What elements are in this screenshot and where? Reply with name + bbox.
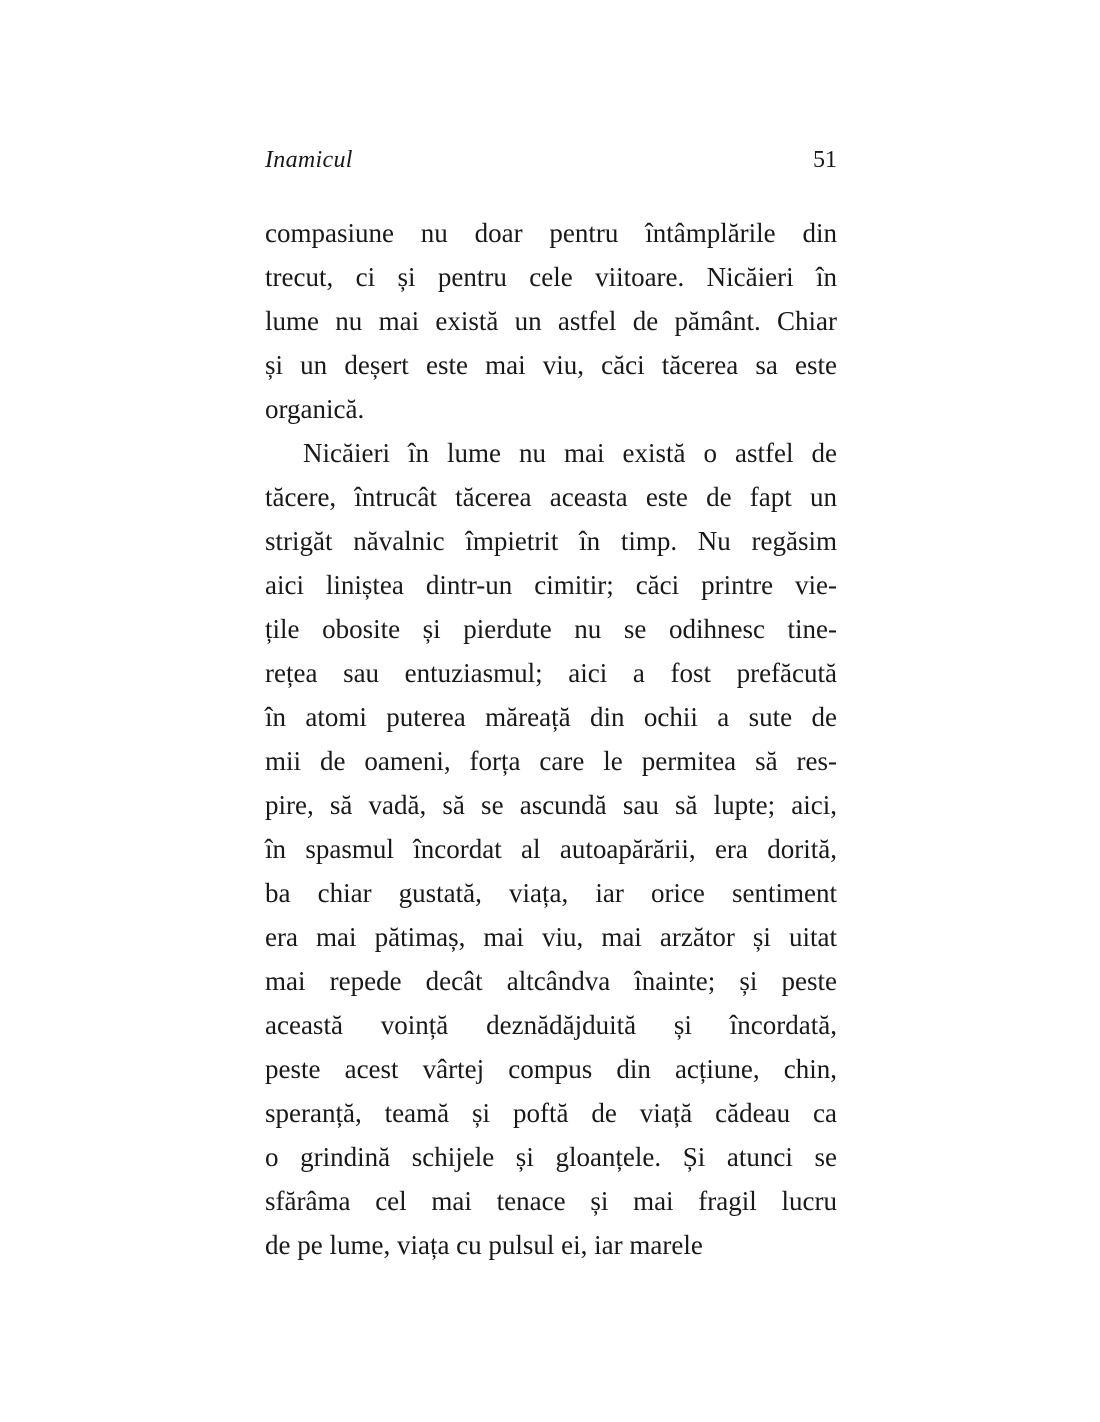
text-line: ba chiar gustată, viața, iar orice sentiment (265, 878, 837, 908)
running-header (265, 145, 837, 175)
paragraph (265, 431, 837, 1267)
text-line: această voință deznădăjduită și încordată, (265, 1010, 837, 1040)
text-line: în spasmul încordat al autoapărării, era dorită, (265, 834, 837, 864)
text-line: organică. (265, 394, 365, 424)
header-title: Inamicul (265, 147, 353, 173)
text-line: pire, să vadă, să se ascundă sau să lupte; aici, (265, 790, 837, 820)
text-line: mai repede decât altcândva înainte; și peste (265, 966, 837, 996)
text-line: speranță, teamă și poftă de viață cădeau ca (265, 1098, 837, 1128)
text-line: Nicăieri în lume nu mai există o astfel de (303, 438, 837, 468)
body-text (265, 211, 837, 1267)
text-line: peste acest vârtej compus din acțiune, chin, (265, 1054, 837, 1084)
text-line: o grindină schijele și gloanțele. Și atunci se (265, 1142, 837, 1172)
text-line: rețea sau entuziasmul; aici a fost prefăcută (265, 658, 837, 688)
text-line: mii de oameni, forța care le permitea să res- (265, 746, 837, 776)
text-line: de pe lume, viața cu pulsul ei, iar marele (265, 1230, 703, 1260)
text-line: aici liniștea dintr-un cimitir; căci printre vie- (265, 570, 837, 600)
text-column (265, 145, 837, 1267)
text-line: tăcere, întrucât tăcerea aceasta este de fapt un (265, 482, 837, 512)
text-line: era mai pătimaș, mai viu, mai arzător și uitat (265, 922, 837, 952)
paragraph (265, 211, 837, 431)
text-line: și un deșert este mai viu, căci tăcerea sa este (265, 350, 837, 380)
text-line: în atomi puterea măreață din ochii a sute de (265, 702, 837, 732)
text-line: sfărâma cel mai tenace și mai fragil lucru (265, 1186, 837, 1216)
text-line: strigăt năvalnic împietrit în timp. Nu regăsim (265, 526, 837, 556)
text-line: lume nu mai există un astfel de pământ. Chiar (265, 306, 837, 336)
page-number: 51 (813, 147, 837, 173)
text-line: țile obosite și pierdute nu se odihnesc tine- (265, 614, 837, 644)
text-line: trecut, ci și pentru cele viitoare. Nicăieri în (265, 262, 837, 292)
text-line: compasiune nu doar pentru întâmplările din (265, 218, 837, 248)
